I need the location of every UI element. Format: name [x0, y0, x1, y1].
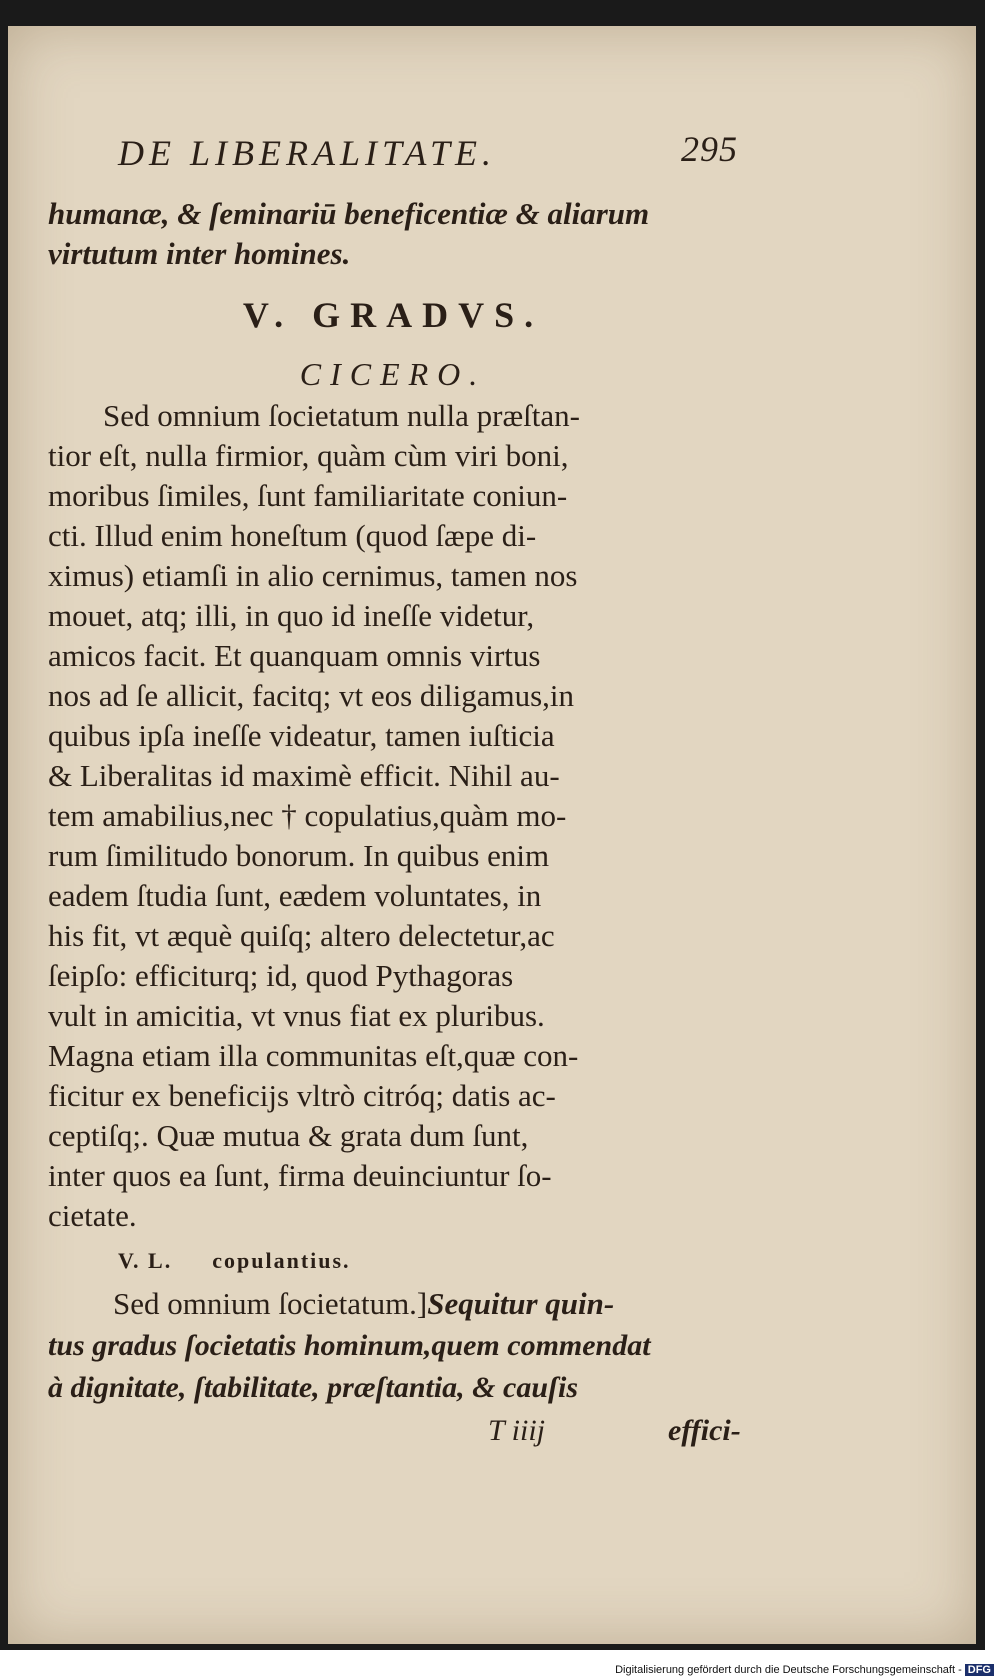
- commentary-line: à dignitate, ſtabilitate, præſtantia, & cauſis: [48, 1371, 579, 1404]
- commentary-line: tus gradus ſocietatis hominum,quem commendat: [48, 1329, 651, 1362]
- body-line: Sed omnium ſocietatum nulla præſtan-: [103, 398, 580, 433]
- credit-text: Digitalisierung gefördert durch die Deutsche Forschungsgemeinschaft -: [615, 1664, 962, 1676]
- body-line: ſeipſo: efficiturq; id, quod Pythagoras: [48, 958, 514, 993]
- body-line: ximus) etiamſi in alio cernimus, tamen nos: [48, 558, 578, 593]
- page-number: 295: [681, 129, 738, 169]
- body-line: inter quos ea ſunt, firma deuinciuntur ſo-: [48, 1158, 552, 1193]
- intro-line: humanæ, & ſeminariū beneficentiæ & aliarum: [48, 196, 650, 231]
- variant-reading: [118, 1248, 351, 1274]
- commentary-line: [113, 1284, 813, 1324]
- intro-line: virtutum inter homines.: [48, 236, 351, 271]
- body-line: cietate.: [48, 1198, 137, 1233]
- body-line: eadem ſtudia ſunt, eædem voluntates, in: [48, 878, 542, 913]
- body-line: tem amabilius,nec † copulatius,quàm mo-: [48, 798, 567, 833]
- variant-word: copulantius.: [212, 1248, 351, 1273]
- variant-siglum: V. L.: [118, 1248, 173, 1273]
- body-line: ficitur ex beneficijs vltrò citróq; datis ac-: [48, 1078, 556, 1113]
- body-line: nos ad ſe allicit, facitq; vt eos diligamus,in: [48, 678, 575, 713]
- body-line: rum ſimilitudo bonorum. In quibus enim: [48, 838, 550, 873]
- digitization-credit: [615, 1664, 994, 1676]
- body-line: moribus ſimiles, ſunt familiaritate coniun-: [48, 478, 568, 513]
- book-page: [8, 26, 976, 1644]
- catchword: effici-: [668, 1414, 741, 1447]
- commentary-text: Sequitur quin-: [427, 1286, 615, 1321]
- running-title: DE LIBERALITATE.: [118, 133, 496, 173]
- body-line: vult in amicitia, vt vnus fiat ex pluribus.: [48, 998, 545, 1033]
- page-header: [118, 126, 738, 176]
- dfg-logo: DFG: [965, 1664, 994, 1676]
- body-line: tior eſt, nulla firmior, quàm cùm viri boni,: [48, 438, 569, 473]
- body-line: amicos facit. Et quanquam omnis virtus: [48, 638, 541, 673]
- commentary-lemma: Sed omnium ſocietatum.]: [113, 1286, 428, 1321]
- body-line: quibus ipſa ineſſe videatur, tamen iuſticia: [48, 718, 555, 753]
- author-heading: CICERO.: [299, 356, 487, 392]
- body-line: his fit, vt æquè quiſq; altero delectetur,ac: [48, 918, 555, 953]
- body-line: & Liberalitas id maximè efficit. Nihil au-: [48, 758, 560, 793]
- section-heading: V. GRADVS.: [242, 295, 544, 335]
- body-line: cti. Illud enim honeſtum (quod ſæpe di-: [48, 518, 537, 553]
- body-line: mouet, atq; illi, in quo id ineſſe videtur,: [48, 598, 535, 633]
- body-line: ceptiſq;. Quæ mutua & grata dum ſunt,: [48, 1118, 529, 1153]
- body-line: Magna etiam illa communitas eſt,quæ con-: [48, 1038, 579, 1073]
- signature-mark: T iiij: [488, 1414, 545, 1447]
